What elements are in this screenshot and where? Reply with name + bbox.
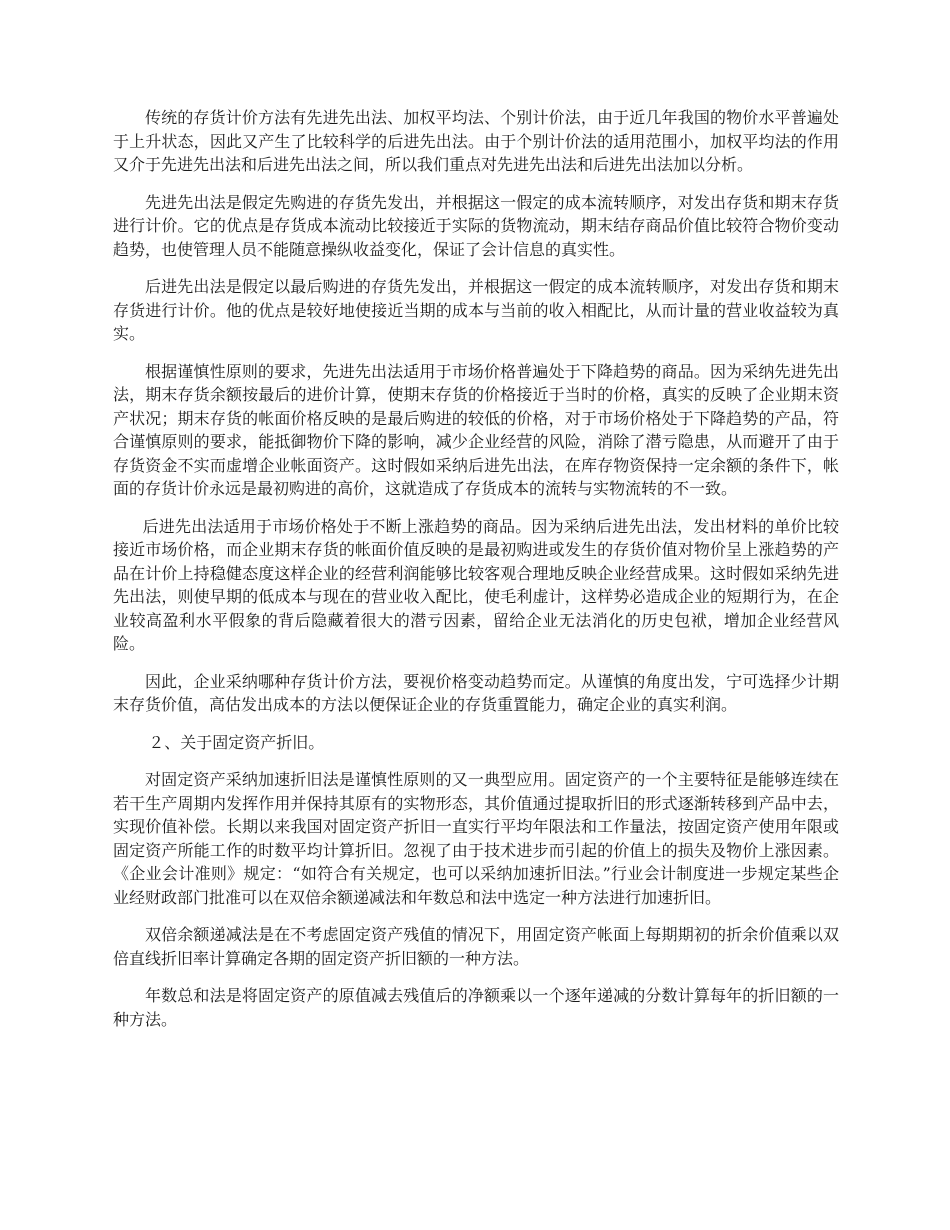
paragraph-inventory-methods: 传统的存货计价方法有先进先出法、加权平均法、个别计价法，由于近几年我国的物价水平普遍处于上升状态，因此又产生了比较科学的后进先出法。由于个别计价法的适用范围小，加权平均法的作用又介于先进先出法和后进先出法之间，所以我们重点对先进先出法和后进先出法加以分析。: [113, 108, 839, 174]
paragraph-sum-of-years: 年数总和法是将固定资产的原值减去残值后的净额乘以一个逐年递减的分数计算每年的折旧额的一种方法。: [113, 986, 839, 1029]
paragraph-conclusion: 因此，企业采纳哪种存货计价方法，要视价格变动趋势而定。从谨慎的角度出发，宁可选择少计期末存货价值，高估发出成本的方法以便保证企业的存货重置能力，确定企业的真实利润。: [113, 671, 839, 714]
document-page: [113, 106, 839, 1045]
section-heading-depreciation: ２、关于固定资产折旧。: [148, 732, 325, 752]
paragraph-accelerated-depreciation: 对固定资产采纳加速折旧法是谨慎性原则的又一典型应用。固定资产的一个主要特征是能够连续在若干生产周期内发挥作用并保持其原有的实物形态，其价值通过提取折旧的形式逐渐转移到产品中去，实现价值补偿。长期以来我国对固定资产折旧一直实行平均年限法和工作量法，按固定资产使用年限或固定资产所能工作的时数平均计算折旧。忽视了由于技术进步而引起的价值上的损失及物价上涨因素。《企业会计准则》规定：“如符合有关规定，也可以采纳加速折旧法。”行业会计制度进一步规定某些企业经财政部门批准可以在双倍余额递减法和年数总和法中选定一种方法进行加速折旧。: [113, 770, 839, 907]
paragraph-fifo-definition: 先进先出法是假定先购进的存货先发出，并根据这一假定的成本流转顺序，对发出存货和期末存货进行计价。它的优点是存货成本流动比较接近于实际的货物流动，期末结存商品价值比较符合物价变动趋势，也使管理人员不能随意操纵收益变化，保证了会计信息的真实性。: [113, 192, 839, 259]
paragraph-lifo-prudence: 后进先出法适用于市场价格处于不断上涨趋势的商品。因为采纳后进先出法，发出材料的单价比较接近市场价格，而企业期末存货的帐面价值反映的是最初购进或发生的存货价值对物价呈上涨趋势的产品在计价上持稳健态度这样企业的经营利润能够比较客观合理地反映企业经营成果。这时假如采纳先进先出法，则使早期的低成本与现在的营业收入配比，使毛利虚计，这样势必造成企业的短期行为，在企业较高盈利水平假象的背后隐藏着很大的潜亏因素，留给企业无法消化的历史包袱，增加企业经营风险。: [113, 516, 839, 653]
paragraph-double-declining: 双倍余额递减法是在不考虑固定资产残值的情况下，用固定资产帐面上每期期初的折余价值乘以双倍直线折旧率计算确定各期的固定资产折旧额的一种方法。: [113, 925, 839, 968]
paragraph-fifo-prudence: 根据谨慎性原则的要求，先进先出法适用于市场价格普遍处于下降趋势的商品。因为采纳先进先出法，期末存货余额按最后的进价计算，使期末存货的价格接近于当时的价格，真实的反映了企业期末资产状况；期末存货的帐面价格反映的是最后购进的较低的价格，对于市场价格处于下降趋势的产品，符合谨慎原则的要求，能抵御物价下降的影响，减少企业经营的风险，消除了潜亏隐患，从而避开了由于存货资金不实而虚增企业帐面资产。这时假如采纳后进先出法，在库存物资保持一定余额的条件下，帐面的存货计价永远是最初购进的高价，这就造成了存货成本的流转与实物流转的不一致。: [113, 361, 839, 498]
paragraph-lifo-definition: 后进先出法是假定以最后购进的存货先发出，并根据这一假定的成本流转顺序，对发出存货和期末存货进行计价。他的优点是较好地使接近当期的成本与当前的收入相配比，从而计量的营业收益较为真实。: [113, 277, 839, 343]
